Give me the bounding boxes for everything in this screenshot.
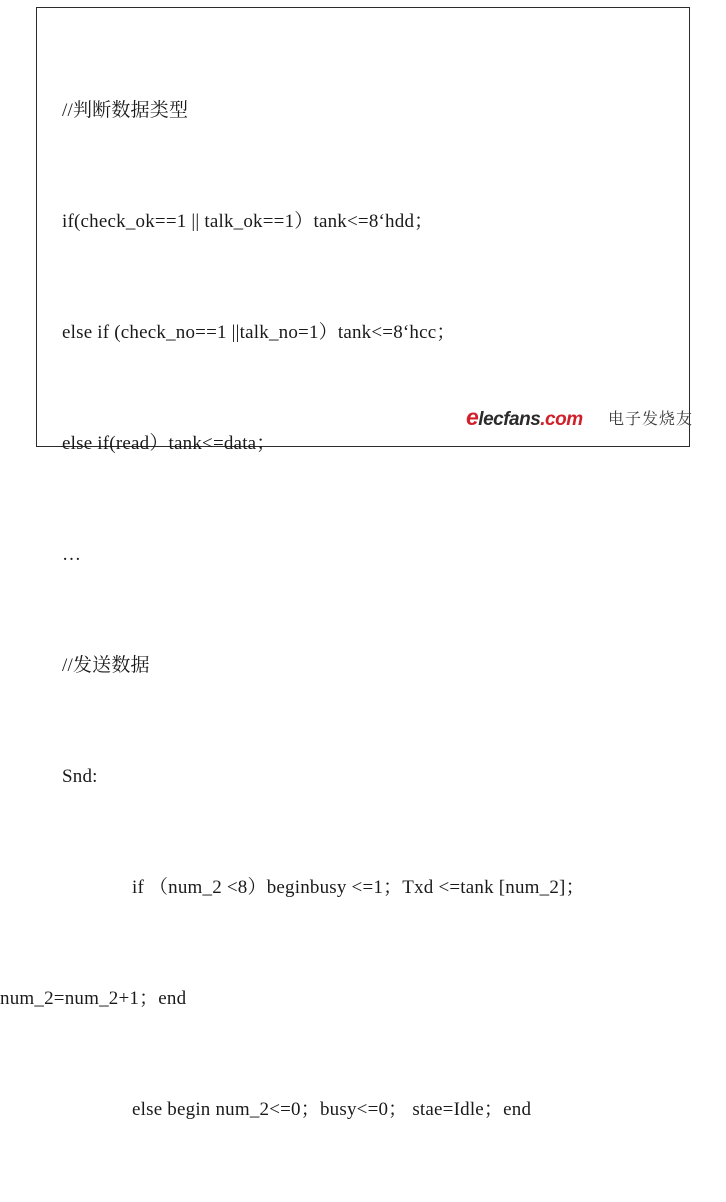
watermark-logo-domain: .com (540, 409, 583, 430)
code-line: if （num_2 <8）beginbusy <=1；Txd <=tank [num_2]； (132, 877, 585, 898)
code-line: else begin num_2<=0；busy<=0； stae=Idle；end (132, 1099, 532, 1120)
code-line: else if (check_no==1 ||talk_no=1）tank<=8‘hcc； (62, 322, 456, 343)
code-line: num_2=num_2+1；end (0, 988, 187, 1009)
code-line: if(check_ok==1 || talk_ok==1）tank<=8‘hdd； (62, 211, 434, 232)
watermark-logo-text: lecfans (478, 409, 541, 430)
code-line: //判断数据类型 (62, 100, 189, 121)
code-line: else if(read）tank<=data； (62, 433, 276, 454)
code-line: //发送数据 (62, 655, 150, 676)
code-line-ellipsis: … (62, 544, 84, 565)
code-line: Snd: (62, 766, 98, 787)
code-listing (0, 18, 726, 1120)
watermark-chinese-text: 电子发烧友 (608, 411, 694, 428)
watermark-logo-initial: e (466, 404, 479, 430)
